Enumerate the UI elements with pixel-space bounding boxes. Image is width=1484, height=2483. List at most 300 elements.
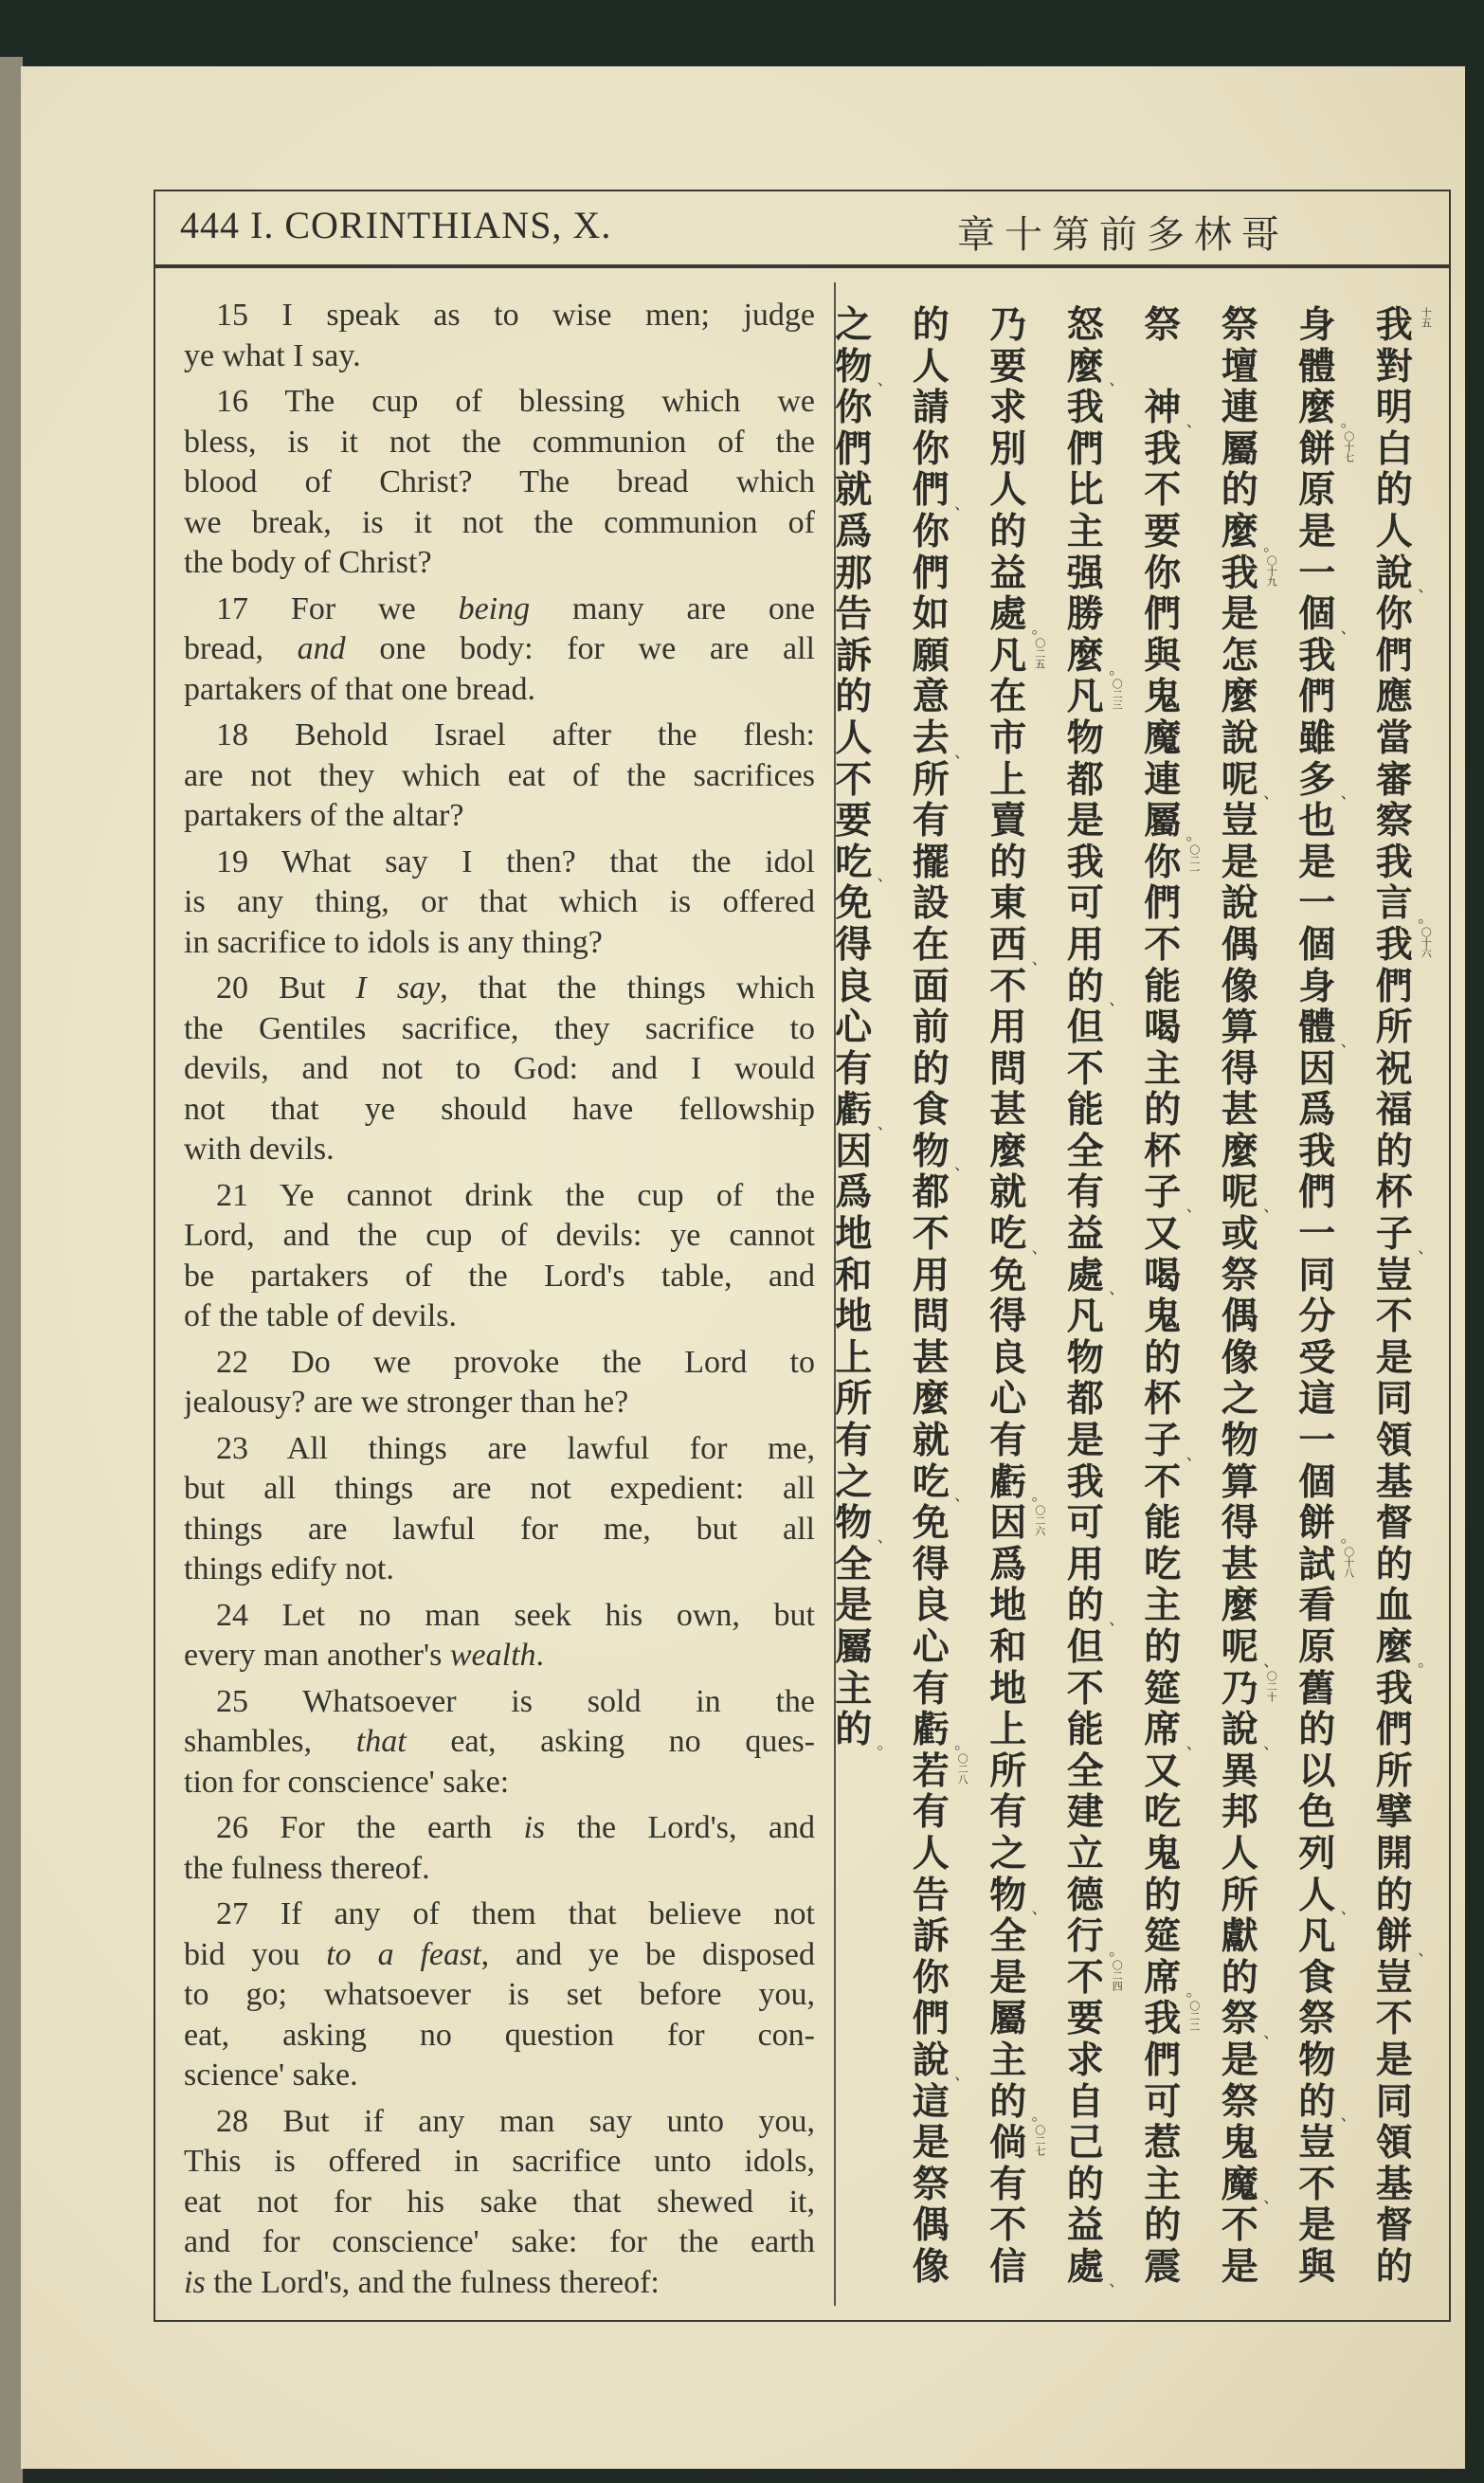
text: things are lawful for me, but all xyxy=(184,1511,815,1547)
punctuation: 、 xyxy=(1263,1651,1279,1670)
chinese-character: 和 xyxy=(989,1626,1027,1669)
chinese-character: 是 xyxy=(1298,2204,1336,2248)
chinese-character: 乃 xyxy=(989,304,1027,347)
chinese-character: 擺 xyxy=(912,841,950,884)
chinese-character: 我 xyxy=(1375,1667,1413,1711)
chinese-character: 言 。 xyxy=(1375,882,1434,926)
chinese-character: 告 xyxy=(835,593,873,637)
text: ye what I say. xyxy=(184,337,361,373)
chinese-character: 一 xyxy=(1298,1213,1336,1257)
verse-line xyxy=(184,1216,815,1257)
chinese-character: 不 xyxy=(1375,1998,1413,2041)
chinese-character: 個 xyxy=(1298,1460,1336,1504)
chinese-character: 明 xyxy=(1375,387,1413,430)
chinese-character: 有 xyxy=(989,2163,1027,2206)
chinese-character: 全 xyxy=(1066,1130,1104,1173)
verse-line xyxy=(184,969,815,1009)
chinese-character: 面 xyxy=(912,965,950,1008)
chinese-character: 連 xyxy=(1221,387,1258,430)
italic-text: and xyxy=(297,631,346,666)
chinese-character: 怒 xyxy=(1066,304,1104,347)
text: shambles, xyxy=(184,1724,356,1759)
chinese-character: 屬 。 xyxy=(1144,800,1202,843)
chinese-character: 能 xyxy=(1144,1502,1182,1546)
chinese-character: 麼 。 xyxy=(1375,1626,1434,1670)
chinese-character: 地 xyxy=(835,1296,873,1339)
chinese-character: 得 xyxy=(1221,1502,1258,1546)
chinese-character: 們 xyxy=(1144,2039,1182,2082)
verse-number: 〇二四 xyxy=(1111,1959,1124,1991)
chinese-character: 不 xyxy=(1298,2163,1336,2206)
chinese-character: 所 xyxy=(1375,1749,1413,1793)
verse-number: 〇二五 xyxy=(1033,637,1046,669)
chinese-character: 惹 xyxy=(1144,2122,1182,2166)
verse-line xyxy=(184,1343,815,1384)
chinese-character: 麼 。 xyxy=(1221,510,1279,554)
chinese-character: 是 xyxy=(1221,593,1258,637)
verse-line xyxy=(184,2016,815,2057)
chinese-character: 訴 xyxy=(912,1915,950,1959)
chinese-character: 一 xyxy=(1298,1420,1336,1463)
chinese-character: 神 、 xyxy=(1144,387,1202,430)
verse-line xyxy=(184,629,815,670)
chinese-column-3 xyxy=(1202,305,1279,2305)
chinese-character: 們 xyxy=(1298,676,1336,719)
verse-line xyxy=(184,1257,815,1297)
text: eat, asking no ques- xyxy=(406,1724,815,1759)
chinese-character: 能 xyxy=(1066,1709,1104,1752)
chinese-character: 麼 xyxy=(1221,1585,1258,1628)
chinese-character: 麼 xyxy=(1221,1130,1258,1173)
verse-24 xyxy=(184,1596,815,1676)
chinese-character: 的 xyxy=(989,841,1027,884)
chinese-character: 是 xyxy=(1221,2245,1258,2289)
chinese-character: 〇十八 試 xyxy=(1298,1543,1355,1586)
punctuation: 、 xyxy=(1031,1238,1047,1257)
text: in sacrifice to idols is any thing? xyxy=(184,924,603,960)
chinese-character: 那 xyxy=(835,552,873,595)
chinese-character: 麼 、 xyxy=(1066,345,1125,390)
chinese-character: 筵 xyxy=(1144,1915,1182,1959)
chinese-character: 〇二二 我 xyxy=(1144,1998,1201,2041)
chinese-character: 你 xyxy=(1375,593,1413,637)
verse-26 xyxy=(184,1808,815,1889)
punctuation: 、 xyxy=(954,1155,970,1174)
chinese-character: 〇十九 我 xyxy=(1221,552,1278,595)
verse-22 xyxy=(184,1343,815,1423)
chinese-character: 心 xyxy=(989,1378,1027,1422)
chinese-character: 色 xyxy=(1298,1791,1336,1835)
chinese-character: 心 xyxy=(835,1006,873,1050)
chinese-column-8 xyxy=(815,305,893,2305)
chinese-character: 〇十七 餅 xyxy=(1298,427,1355,471)
chinese-character: 上 xyxy=(835,1336,873,1380)
chinese-character: 祭 xyxy=(1221,2080,1258,2124)
punctuation: 、 xyxy=(1263,2188,1279,2207)
chinese-character: 告 xyxy=(912,1874,950,1917)
chinese-character: 主 xyxy=(1144,1585,1182,1628)
punctuation: 、 xyxy=(1263,1733,1279,1752)
verse-line xyxy=(184,2056,815,2096)
chinese-character: 我 xyxy=(1298,1130,1336,1173)
chinese-character: 偶 xyxy=(1221,1296,1258,1339)
chinese-column-2 xyxy=(1278,305,1356,2305)
verse-line xyxy=(184,1975,815,2016)
chinese-character: 體 、 xyxy=(1298,1006,1356,1050)
chinese-character: 們 xyxy=(1144,593,1182,637)
chinese-character: 可 xyxy=(1066,882,1104,926)
running-header-chinese: 章十第前多林哥 xyxy=(957,213,1289,257)
chinese-character: 們 xyxy=(1375,1709,1413,1752)
chinese-character: 祭 xyxy=(1144,304,1182,347)
chinese-character: 個 、 xyxy=(1298,593,1356,637)
chinese-character: 食 xyxy=(1298,1956,1336,2000)
chinese-character: 像 xyxy=(1221,1336,1258,1380)
chinese-character: 全 xyxy=(835,1543,873,1586)
italic-text: is xyxy=(523,1810,546,1845)
chinese-character: 祭 、 xyxy=(1221,1998,1279,2041)
chinese-character: 人 xyxy=(1375,510,1413,553)
chinese-character: 能 xyxy=(1144,965,1182,1008)
chinese-character: 看 xyxy=(1298,1585,1336,1628)
chinese-character: 子 、 xyxy=(1144,1171,1202,1216)
chinese-character: 主 xyxy=(1066,510,1104,553)
chinese-character: 連 xyxy=(1144,758,1182,802)
chinese-character: 是 xyxy=(912,2122,950,2166)
chinese-character: 〇二一 你 xyxy=(1144,841,1201,884)
verse-18 xyxy=(184,716,815,837)
punctuation: 、 xyxy=(1185,1197,1202,1216)
verse-line xyxy=(184,1296,815,1337)
verse-line xyxy=(184,1550,815,1590)
verse-number: 十五 xyxy=(1420,307,1433,328)
chinese-character: 的 xyxy=(1375,1874,1413,1917)
punctuation: 。 xyxy=(1109,1940,1125,1959)
chinese-character: 用 xyxy=(989,1006,1027,1050)
text: many are one xyxy=(530,590,815,626)
chinese-character: 麼 xyxy=(912,1378,950,1422)
chinese-character: 免 xyxy=(835,882,873,926)
punctuation: 、 xyxy=(1185,1444,1202,1463)
chinese-character: 都 xyxy=(1066,758,1104,802)
chinese-character: 因 xyxy=(1298,1047,1336,1091)
chinese-character: 良 xyxy=(835,965,873,1008)
text: the body of Christ? xyxy=(184,545,432,580)
verse-line xyxy=(184,1383,815,1423)
chinese-character: 又 xyxy=(1144,1749,1182,1793)
text: bless, is it not the communion of the xyxy=(184,424,815,460)
punctuation: 。 xyxy=(1340,411,1356,430)
chinese-character: 吃 、 xyxy=(989,1213,1047,1257)
chinese-character: 吃 xyxy=(1144,1791,1182,1835)
punctuation: 、 xyxy=(1031,1899,1047,1918)
chinese-character: 身 xyxy=(1298,965,1336,1008)
chinese-character: 問 xyxy=(989,1047,1027,1091)
chinese-character: 能 xyxy=(1066,1089,1104,1133)
punctuation: 、 xyxy=(877,1114,893,1133)
punctuation: 、 xyxy=(1031,949,1047,968)
chinese-character: 的 、 xyxy=(1066,965,1125,1009)
chinese-character: 擘 xyxy=(1375,1791,1413,1835)
chinese-character: 們 xyxy=(1375,634,1413,678)
punctuation: 、 xyxy=(1185,1733,1202,1752)
chinese-character: 席 。 xyxy=(1144,1956,1202,2001)
chinese-character: 但 xyxy=(1066,1626,1104,1669)
chinese-character: 個 xyxy=(1298,923,1336,967)
punctuation: 。 xyxy=(1418,1651,1434,1670)
text: 20 But xyxy=(216,970,356,1006)
chinese-character: 杯 xyxy=(1144,1378,1182,1422)
text: eat not for his sake that shewed it, xyxy=(184,2184,815,2220)
chinese-character: 主 xyxy=(1144,2163,1182,2206)
chinese-character: 不 xyxy=(835,758,873,802)
chinese-character: 是 xyxy=(1298,841,1336,884)
chinese-character: 說 xyxy=(1221,716,1258,760)
chinese-character: 的 、 xyxy=(1066,1585,1125,1628)
chinese-column-7 xyxy=(893,305,970,2305)
running-header-english: 444 I. CORINTHIANS, X. xyxy=(180,204,612,246)
text: the Gentiles sacrifice, they sacrifice to xyxy=(184,1010,815,1046)
chinese-character: 訴 xyxy=(835,634,873,678)
verse-number: 〇二十 xyxy=(1265,1670,1278,1702)
chinese-character: 益 xyxy=(989,552,1027,595)
chinese-character: 的 、 xyxy=(1298,2080,1356,2125)
chinese-character: 的 。 xyxy=(989,2080,1047,2125)
chinese-character: 們 、 xyxy=(912,469,970,513)
chinese-character: 〇二六 因 xyxy=(989,1502,1046,1546)
chinese-character: 說 、 xyxy=(1221,1709,1279,1752)
chinese-character: 不 xyxy=(1144,469,1182,513)
verse-28 xyxy=(184,2102,815,2304)
punctuation: 。 xyxy=(954,1733,970,1752)
chinese-character: 所 xyxy=(1221,1874,1258,1917)
chinese-character: 與 xyxy=(1298,2245,1336,2289)
chinese-character: 市 xyxy=(989,716,1027,760)
chinese-character: 的 。 xyxy=(835,1709,893,1752)
chinese-character: 甚 xyxy=(1221,1089,1258,1133)
chinese-character: 呢 、 xyxy=(1221,1626,1279,1670)
chinese-character: 去 、 xyxy=(912,716,970,761)
chinese-character: 不 xyxy=(1375,1296,1413,1339)
chinese-character: 又 xyxy=(1144,1213,1182,1257)
chinese-character: 筵 xyxy=(1144,1667,1182,1711)
chinese-character: 立 xyxy=(1066,1832,1104,1876)
chinese-character: 東 xyxy=(989,882,1027,926)
chinese-character: 凡 xyxy=(1298,1915,1336,1959)
verse-line xyxy=(184,923,815,964)
chinese-character: 但 xyxy=(1066,1006,1104,1050)
verse-15 xyxy=(184,296,815,376)
chinese-character: 異 xyxy=(1221,1749,1258,1793)
chinese-character: 處 、 xyxy=(1066,1254,1125,1298)
chinese-character: 用 xyxy=(1066,1543,1104,1586)
chinese-character: 是 xyxy=(835,1585,873,1628)
verse-line xyxy=(184,2102,815,2143)
chinese-character: 開 xyxy=(1375,1832,1413,1876)
chinese-character: 我 xyxy=(1375,841,1413,884)
chinese-character: 受 xyxy=(1298,1336,1336,1380)
text: the Lord's, and the fulness thereof: xyxy=(205,2264,660,2300)
chinese-character: 鬼 xyxy=(1221,2122,1258,2166)
punctuation: 、 xyxy=(1340,2106,1356,2125)
verse-line xyxy=(184,543,815,584)
chinese-character: 强 xyxy=(1066,552,1104,595)
chinese-column-1 xyxy=(1356,305,1434,2305)
chinese-character: 用 xyxy=(1066,923,1104,967)
english-text-column xyxy=(184,296,815,2309)
chinese-character: 上 xyxy=(989,1709,1027,1752)
verse-line xyxy=(184,1429,815,1470)
chinese-character: 邦 xyxy=(1221,1791,1258,1835)
chinese-character: 可 xyxy=(1144,2080,1182,2124)
chinese-character: 勝 xyxy=(1066,593,1104,637)
chinese-character: 人 xyxy=(912,345,950,389)
chinese-character: 偶 xyxy=(1221,923,1258,967)
chinese-character: 所 xyxy=(989,1749,1027,1793)
chinese-character: 物 、 xyxy=(835,1502,893,1546)
chinese-character: 虧 。 xyxy=(912,1709,970,1752)
chinese-character: 是 xyxy=(989,1956,1027,2000)
chinese-character: 主 xyxy=(989,2039,1027,2082)
verse-line xyxy=(184,1130,815,1170)
chinese-character: 物 、 xyxy=(835,345,893,390)
chinese-character: 〇二八 若 xyxy=(912,1749,969,1793)
text: eat, asking no question for con- xyxy=(184,2017,815,2053)
chinese-character: 人 xyxy=(912,1832,950,1876)
text: , that the things which xyxy=(440,970,815,1006)
chinese-character: 列 xyxy=(1298,1832,1336,1876)
verse-line xyxy=(184,796,815,837)
chinese-character: 所 xyxy=(1375,1006,1413,1050)
punctuation: 、 xyxy=(1418,577,1434,596)
chinese-character: 良 xyxy=(912,1585,950,1628)
chinese-character: 我 xyxy=(1066,1460,1104,1504)
text: 24 Let no man seek his own, but xyxy=(216,1597,815,1633)
chinese-character: 己 xyxy=(1066,2122,1104,2166)
chinese-character: 鬼 xyxy=(1144,1832,1182,1876)
verse-line xyxy=(184,1090,815,1131)
punctuation: 、 xyxy=(1109,371,1125,390)
verse-line xyxy=(184,882,815,923)
punctuation: 、 xyxy=(877,866,893,885)
book-gutter xyxy=(0,57,23,2483)
text: , and ye be disposed xyxy=(480,1936,815,1972)
chinese-character: 子 、 xyxy=(1144,1420,1202,1463)
chinese-character: 益 xyxy=(1066,2204,1104,2248)
chinese-character: 是 xyxy=(1066,1420,1104,1463)
chinese-character: 得 xyxy=(912,1543,950,1586)
chinese-character: 爲 xyxy=(1298,1089,1336,1133)
chinese-character: 之 xyxy=(835,304,873,347)
chinese-character: 的 xyxy=(1066,2163,1104,2206)
chinese-character: 人 xyxy=(1221,1832,1258,1876)
chinese-character: 像 xyxy=(912,2245,950,2289)
verse-line xyxy=(184,296,815,336)
chinese-character: 是 xyxy=(1066,800,1104,843)
punctuation: 、 xyxy=(1340,1899,1356,1918)
verse-line xyxy=(184,1849,815,1890)
chinese-character: 你 xyxy=(912,510,950,553)
chinese-character: 不 xyxy=(1066,1047,1104,1091)
verse-number: 〇二六 xyxy=(1033,1505,1046,1537)
chinese-character: 如 xyxy=(912,593,950,637)
chinese-character: 子 、 xyxy=(1375,1213,1434,1257)
punctuation: 、 xyxy=(877,371,893,390)
chinese-character: 問 xyxy=(912,1296,950,1339)
punctuation: 、 xyxy=(1340,1031,1356,1050)
text: not that ye should have fellowship xyxy=(184,1091,815,1127)
text: science' sake. xyxy=(184,2057,358,2093)
chinese-character: 爲 xyxy=(835,1171,873,1215)
chinese-character: 一 xyxy=(1298,552,1336,595)
italic-text: wealth xyxy=(449,1638,536,1673)
punctuation: 。 xyxy=(877,1733,893,1752)
verse-line xyxy=(184,843,815,883)
chinese-character: 對 xyxy=(1375,345,1413,389)
chinese-character: 的 xyxy=(912,1047,950,1091)
text: 23 All things are lawful for me, xyxy=(216,1430,815,1466)
chinese-character: 不 xyxy=(1144,1460,1182,1504)
chinese-character: 杯 xyxy=(1144,1130,1182,1173)
chinese-character: 建 xyxy=(1066,1791,1104,1835)
text: 21 Ye cannot drink the cup of the xyxy=(216,1177,815,1213)
chinese-character: 的 xyxy=(1144,1089,1182,1133)
chinese-character: 屬 xyxy=(835,1626,873,1669)
text: blood of Christ? The bread which xyxy=(184,464,815,499)
chinese-character: 因 xyxy=(835,1130,873,1173)
verse-line xyxy=(184,670,815,711)
chinese-character: 行 。 xyxy=(1066,1915,1125,1959)
verse-number: 〇十七 xyxy=(1342,430,1355,462)
chinese-column-4 xyxy=(1124,305,1202,2305)
punctuation: 、 xyxy=(1109,2271,1125,2290)
chinese-character: 有 xyxy=(912,1667,950,1711)
chinese-character: 之 xyxy=(835,1460,873,1504)
text: we break, is it not the communion of xyxy=(184,504,815,540)
punctuation: 、 xyxy=(954,742,970,761)
punctuation: 、 xyxy=(1109,1279,1125,1298)
chinese-character: 是 xyxy=(1221,2039,1258,2082)
text: 18 Behold Israel after the flesh: xyxy=(216,717,815,752)
verse-19 xyxy=(184,843,815,964)
chinese-character: 不 xyxy=(1066,1667,1104,1711)
chinese-character: 你 xyxy=(835,387,873,430)
punctuation: 、 xyxy=(954,494,970,513)
text: 16 The cup of blessing which we xyxy=(216,384,815,419)
chinese-character: 不 xyxy=(1221,2204,1258,2248)
verse-20 xyxy=(184,969,815,1170)
text: every man another's xyxy=(184,1638,450,1673)
chinese-character: 也 xyxy=(1298,800,1336,843)
punctuation: 、 xyxy=(1340,618,1356,637)
chinese-character: 就 xyxy=(989,1171,1027,1215)
verse-line xyxy=(184,2142,815,2183)
chinese-character: 地 xyxy=(989,1667,1027,1711)
chinese-character: 祝 xyxy=(1375,1047,1413,1091)
chinese-character: 我 xyxy=(1066,841,1104,884)
chinese-character: 像 xyxy=(1221,965,1258,1008)
chinese-character: 願 xyxy=(912,634,950,678)
chinese-character: 凡 xyxy=(1066,1296,1104,1339)
chinese-character: 祭 xyxy=(912,2163,950,2206)
verse-line xyxy=(184,1808,815,1849)
verse-line xyxy=(184,2183,815,2223)
chinese-character: 我 xyxy=(1066,387,1104,430)
text: is any thing, or that which is offered xyxy=(184,884,815,919)
verse-line xyxy=(184,589,815,630)
verse-line xyxy=(184,1682,815,1723)
chinese-character: 物 xyxy=(1066,716,1104,760)
